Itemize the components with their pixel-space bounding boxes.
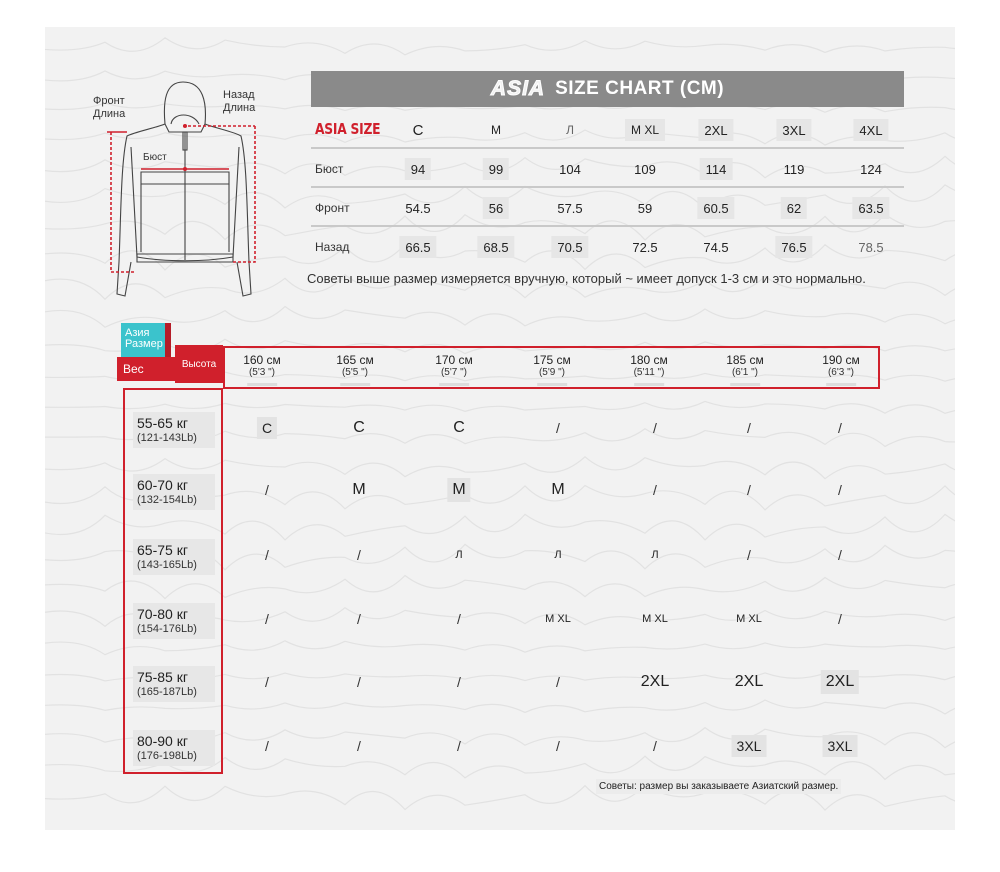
- height-col-header: [630, 353, 668, 379]
- weight-row-header: [133, 539, 215, 575]
- height-col-header: [243, 353, 281, 379]
- grid-cell-empty: /: [357, 674, 361, 690]
- grid-cell-empty: /: [265, 674, 269, 690]
- measure-value: 76.5: [775, 236, 812, 258]
- weight-kg: 65-75 кг: [137, 542, 188, 558]
- grid-cell-empty: /: [357, 738, 361, 754]
- height-cm: 185 см: [726, 353, 764, 367]
- height-cm: 190 см: [822, 353, 860, 367]
- order-size-note: Советы: размер вы заказываете Азиатский размер.: [596, 779, 841, 794]
- height-inches: (5'9 "): [538, 367, 566, 378]
- grid-cell-size: М: [551, 481, 565, 498]
- grid-cell-size: М: [447, 478, 470, 502]
- height-underline: [439, 383, 469, 386]
- measure-row: [311, 227, 904, 266]
- measure-value: 104: [559, 161, 581, 177]
- grid-cell-empty: /: [265, 482, 269, 498]
- measure-row: [311, 149, 904, 188]
- measure-value: 57.5: [557, 200, 583, 216]
- size-col-header: М: [491, 123, 501, 137]
- grid-cell-empty: /: [653, 738, 657, 754]
- measure-label: Фронт: [315, 201, 350, 215]
- height-col-header: [822, 353, 860, 379]
- grid-cell-size: М XL: [736, 613, 762, 625]
- size-col-header: М XL: [625, 119, 665, 141]
- height-col-header: [533, 353, 571, 379]
- height-col-header: [435, 353, 473, 379]
- size-guide-panel: [45, 27, 955, 830]
- weight-kg: 75-85 кг: [137, 669, 188, 685]
- weight-row-header: [133, 474, 215, 510]
- grid-cell-size: М: [352, 481, 366, 498]
- weight-row-header: [133, 603, 215, 639]
- weight-tag: Вес: [117, 357, 175, 381]
- measure-value: 62: [781, 197, 807, 219]
- measure-label: Бюст: [315, 162, 344, 176]
- size-col-header: 3XL: [776, 119, 811, 141]
- size-col-header: 4XL: [853, 119, 888, 141]
- grid-cell-size: С: [257, 417, 277, 439]
- grid-cell-size: С: [353, 419, 365, 436]
- measure-value: 68.5: [477, 236, 514, 258]
- height-cm: 175 см: [533, 353, 571, 367]
- front-length-label: Фронт Длина: [93, 95, 126, 120]
- grid-cell-empty: /: [357, 611, 361, 627]
- measure-value: 59: [637, 200, 653, 216]
- grid-cell-empty: /: [457, 738, 461, 754]
- height-inches: (5'3 "): [248, 367, 276, 378]
- measure-value: 74.5: [703, 239, 729, 255]
- grid-cell-size: С: [453, 419, 465, 436]
- height-underline: [537, 383, 567, 386]
- grid-cell-empty: /: [838, 547, 842, 563]
- weight-lb: (176-198Lb): [137, 750, 197, 762]
- grid-cell-empty: /: [653, 420, 657, 436]
- measure-value: 119: [783, 161, 805, 177]
- height-inches: (6'3 "): [827, 367, 855, 378]
- measurement-note: Советы выше размер измеряется вручную, который ~ имеет допуск 1-3 см и это нормально.: [307, 271, 866, 286]
- grid-cell-size: 2XL: [640, 673, 670, 690]
- measure-value: 72.5: [632, 239, 658, 255]
- height-inches: (5'5 "): [341, 367, 369, 378]
- measure-value: 54.5: [405, 200, 431, 216]
- measure-value: 109: [634, 161, 656, 177]
- measure-value: 63.5: [852, 197, 889, 219]
- grid-cell-empty: /: [556, 738, 560, 754]
- measure-value: 99: [483, 158, 509, 180]
- height-tag: Высота: [175, 345, 223, 383]
- weight-kg: 80-90 кг: [137, 733, 188, 749]
- height-cm: 170 см: [435, 353, 473, 367]
- weight-kg: 70-80 кг: [137, 606, 188, 622]
- grid-cell-empty: /: [838, 611, 842, 627]
- height-underline: [730, 383, 760, 386]
- weight-lb: (121-143Lb): [137, 432, 197, 444]
- measure-label: Назад: [315, 240, 350, 254]
- height-header-row: [223, 346, 880, 389]
- grid-cell-empty: /: [838, 420, 842, 436]
- size-col-header: С: [412, 121, 424, 139]
- measure-value: 78.5: [858, 239, 884, 255]
- measure-value: 66.5: [399, 236, 436, 258]
- grid-cell-size: 3XL: [823, 735, 858, 757]
- height-inches: (6'1 "): [731, 367, 759, 378]
- grid-cell-empty: /: [556, 674, 560, 690]
- weight-row-header: [133, 730, 215, 766]
- grid-cell-size: 2XL: [821, 670, 859, 694]
- back-length-label: Назад Длина: [223, 89, 256, 114]
- grid-cell-empty: /: [357, 547, 361, 563]
- grid-cell-empty: /: [653, 482, 657, 498]
- weight-lb: (143-165Lb): [137, 559, 197, 571]
- measure-row: [311, 188, 904, 227]
- measure-value: 70.5: [551, 236, 588, 258]
- height-underline: [340, 383, 370, 386]
- height-cm: 165 см: [336, 353, 374, 367]
- grid-cell-empty: /: [838, 482, 842, 498]
- height-underline: [826, 383, 856, 386]
- size-chart-title: SIZE CHART (CM): [555, 78, 725, 99]
- measure-value: 56: [483, 197, 509, 219]
- size-col-header: 2XL: [698, 119, 733, 141]
- grid-cell-empty: /: [457, 674, 461, 690]
- height-underline: [634, 383, 664, 386]
- height-inches: (5'11 "): [633, 367, 665, 378]
- grid-cell-empty: /: [747, 482, 751, 498]
- height-col-header: [726, 353, 764, 379]
- height-underline: [247, 383, 277, 386]
- grid-cell-size: М XL: [642, 613, 668, 625]
- grid-cell-empty: /: [747, 420, 751, 436]
- grid-cell-empty: /: [265, 738, 269, 754]
- bust-label: Бюст: [143, 152, 167, 163]
- grid-cell-size: 3XL: [732, 735, 767, 757]
- asia-brand-text: ASIA: [490, 77, 546, 100]
- grid-cell-empty: /: [265, 611, 269, 627]
- asia-size-tag: Азия Размер: [121, 323, 165, 357]
- grid-cell-empty: /: [457, 611, 461, 627]
- height-cm: 180 см: [630, 353, 668, 367]
- grid-cell-size: М XL: [545, 613, 571, 625]
- weight-column: [123, 388, 223, 774]
- measure-value: 94: [405, 158, 431, 180]
- size-chart-header: [311, 71, 904, 107]
- grid-cell-size: 2XL: [734, 673, 764, 690]
- measure-value: 124: [860, 161, 882, 177]
- grid-cell-size: Л: [455, 549, 463, 561]
- weight-lb: (154-176Lb): [137, 623, 197, 635]
- height-col-header: [336, 353, 374, 379]
- height-cm: 160 см: [243, 353, 281, 367]
- weight-kg: 60-70 кг: [137, 477, 188, 493]
- asia-size-label: ASIA SIZE: [315, 120, 381, 138]
- weight-lb: (132-154Lb): [137, 494, 197, 506]
- grid-cell-empty: /: [556, 420, 560, 436]
- height-inches: (5'7 "): [440, 367, 468, 378]
- measure-value: 114: [700, 158, 733, 180]
- size-col-header: Л: [566, 123, 574, 137]
- grid-cell-empty: /: [747, 547, 751, 563]
- weight-row-header: [133, 412, 215, 448]
- size-header-row: [311, 110, 904, 149]
- measure-value: 60.5: [697, 197, 734, 219]
- weight-kg: 55-65 кг: [137, 415, 188, 431]
- grid-cell-size: Л: [554, 549, 562, 561]
- weight-lb: (165-187Lb): [137, 686, 197, 698]
- grid-cell-size: Л: [651, 549, 659, 561]
- weight-row-header: [133, 666, 215, 702]
- grid-cell-empty: /: [265, 547, 269, 563]
